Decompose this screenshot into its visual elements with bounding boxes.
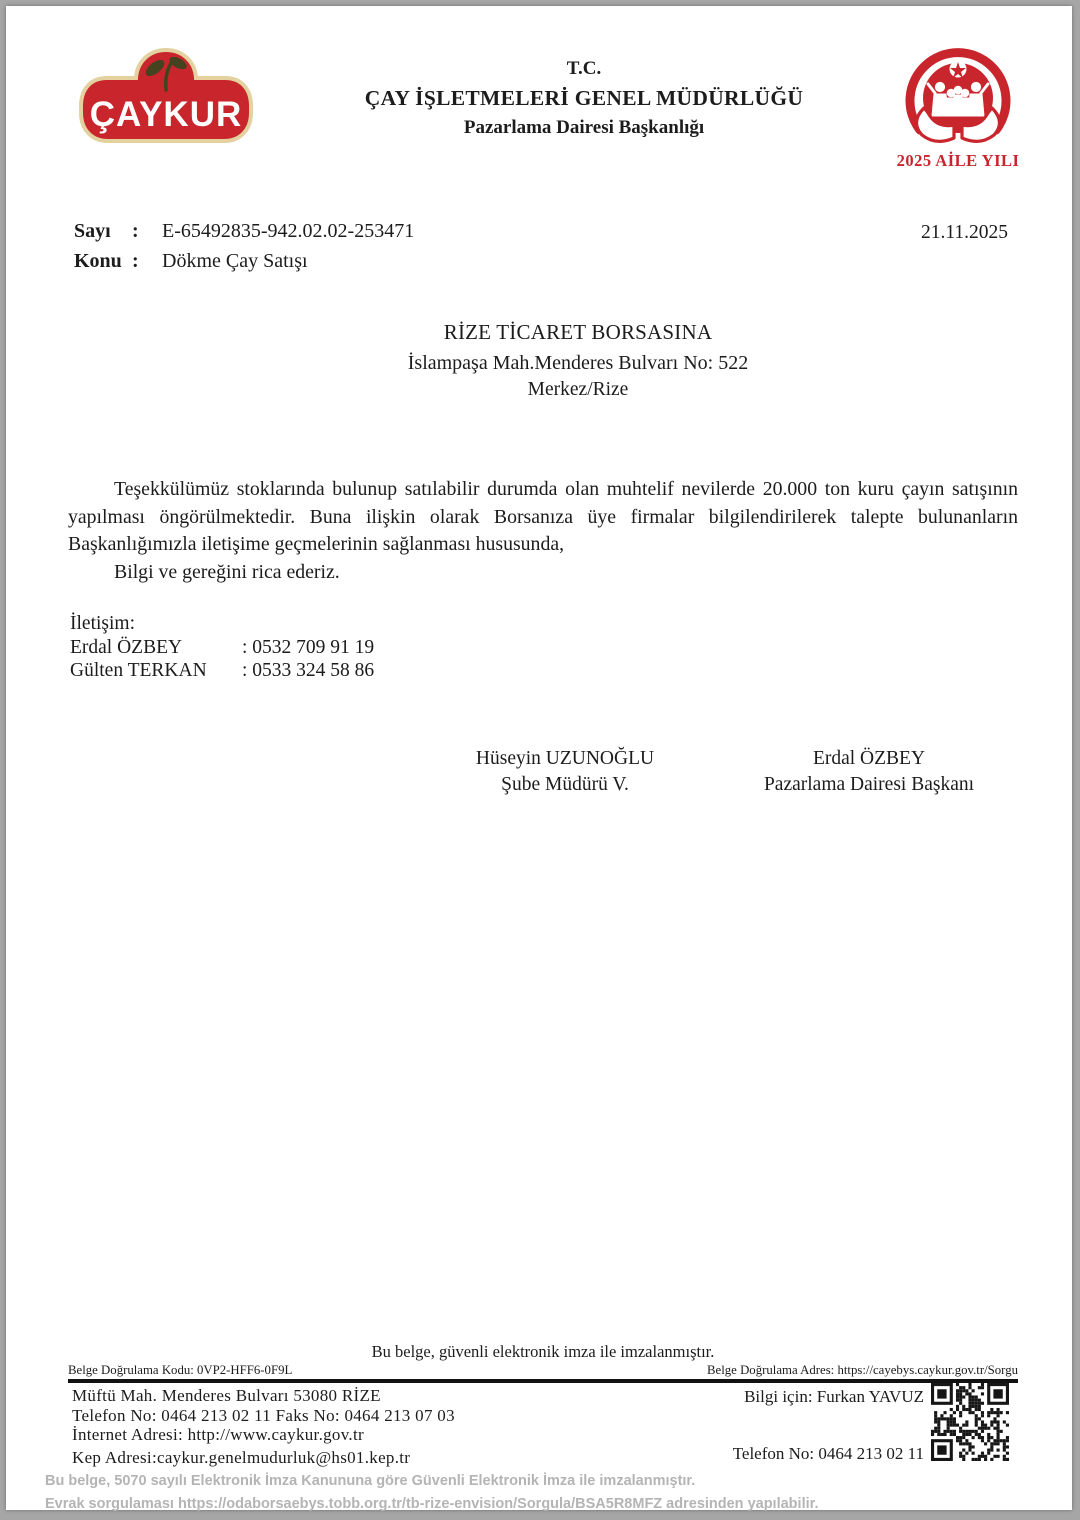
verification-row xyxy=(68,1363,1018,1378)
signature-block-left xyxy=(390,746,740,798)
contact-phone: 0532 709 91 19 xyxy=(252,636,375,658)
ebys-line1: Bu belge, 5070 sayılı Elektronik İmza Kanununa göre Güvenli Elektronik İmza ile imzalanmıştır. xyxy=(45,1473,696,1489)
signature-block-right xyxy=(694,746,1044,798)
sayi-label: Sayı xyxy=(74,220,111,242)
contact-block xyxy=(70,612,374,683)
document-date: 21.11.2025 xyxy=(920,222,1008,243)
contact-phone: 0533 324 58 86 xyxy=(252,660,375,681)
letterhead-department: Pazarlama Dairesi Başkanlığı xyxy=(463,117,705,138)
footer-kep: Kep Adresi:caykur.genelmudurluk@hs01.kep.tr xyxy=(72,1447,411,1467)
signer-name: Hüseyin UZUNOĞLU xyxy=(475,748,655,769)
verify-code: Belge Doğrulama Kodu: 0VP2-HFF6-0F9L xyxy=(68,1363,293,1377)
contact-name: Erdal ÖZBEY xyxy=(70,636,183,658)
sayi-colon: : xyxy=(132,220,139,242)
signer-name: Erdal ÖZBEY xyxy=(812,748,926,769)
footer-phone-fax: Telefon No: 0464 213 02 11 Faks No: 0464 213 07 03 xyxy=(72,1405,455,1425)
letterhead-tc: T.C. xyxy=(566,58,602,79)
body-paragraph: Teşekkülümüz stoklarında bulunup satılabilir durumda olan muhtelif nevilerde 20.000 ton kuru çayın satışının yapılması öngörülmektedir. Buna ilişkin olarak Borsanıza üye firmalar bilgilendirilerek talepte bulunanların Başkanlığımızla iletişime geçmelerinin sağlanması hususunda, xyxy=(68,478,1018,555)
contact-name: Gülten TERKAN xyxy=(70,660,207,681)
letterhead-center xyxy=(289,58,879,139)
recipient-address: İslampaşa Mah.Menderes Bulvarı No: 522 xyxy=(407,352,749,374)
footer-info-contact: Bilgi için: Furkan YAVUZ xyxy=(744,1387,924,1406)
contact-row xyxy=(70,636,374,660)
document-meta xyxy=(74,220,414,280)
contact-row xyxy=(70,659,374,683)
caykur-logo xyxy=(76,46,256,148)
footer-rule xyxy=(68,1379,1018,1383)
body-closing: Bilgi ve gereğini rica ederiz. xyxy=(114,560,340,583)
recipient-city: Merkez/Rize xyxy=(527,379,629,400)
footer-street: Müftü Mah. Menderes Bulvarı 53080 RİZE xyxy=(72,1386,381,1405)
qr-code xyxy=(930,1383,1010,1461)
contact-colon: : xyxy=(242,660,248,681)
letter-body xyxy=(68,476,1018,586)
recipient-block xyxy=(278,320,878,401)
caykur-logo-text: ÇAYKUR xyxy=(89,95,243,134)
footer-phone-right: Telefon No: 0464 213 02 11 xyxy=(732,1444,924,1463)
contact-colon: : xyxy=(242,636,248,658)
ebys-annotation xyxy=(45,1470,819,1515)
recipient-name: RİZE TİCARET BORSASINA xyxy=(443,320,713,344)
esign-note: Bu belge, güvenli elektronik imza ile imzalanmıştır. xyxy=(371,1342,715,1361)
verify-address: Belge Doğrulama Adres: https://cayebys.caykur.gov.tr/Sorgu xyxy=(707,1363,1018,1377)
ebys-line2: Evrak sorgulaması https://odaborsaebys.tobb.org.tr/tb-rize-envision/Sorgula/BSA5R8MFZ adresinden yapılabilir. xyxy=(45,1495,819,1512)
konu-value: Dökme Çay Satışı xyxy=(162,250,308,272)
contact-heading: İletişim: xyxy=(70,613,135,634)
letter-page xyxy=(6,6,1072,1510)
signer-title: Şube Müdürü V. xyxy=(501,774,629,795)
aile-yili-2025-logo xyxy=(894,32,1022,174)
footer-website: İnternet Adresi: http://www.caykur.gov.tr xyxy=(72,1425,364,1444)
family-figures-icon xyxy=(928,82,988,116)
signer-title: Pazarlama Dairesi Başkanı xyxy=(763,774,975,795)
footer-address-block xyxy=(72,1386,455,1467)
konu-label: Konu xyxy=(74,250,122,272)
sayi-row xyxy=(74,220,414,243)
konu-row xyxy=(74,250,414,273)
sayi-value: E-65492835-942.02.02-253471 xyxy=(162,220,415,242)
konu-colon: : xyxy=(132,250,139,272)
aile-logo-text: 2025 AİLE YILI xyxy=(896,151,1020,170)
letterhead-org-name: ÇAY İŞLETMELERİ GENEL MÜDÜRLÜĞÜ xyxy=(364,86,804,110)
